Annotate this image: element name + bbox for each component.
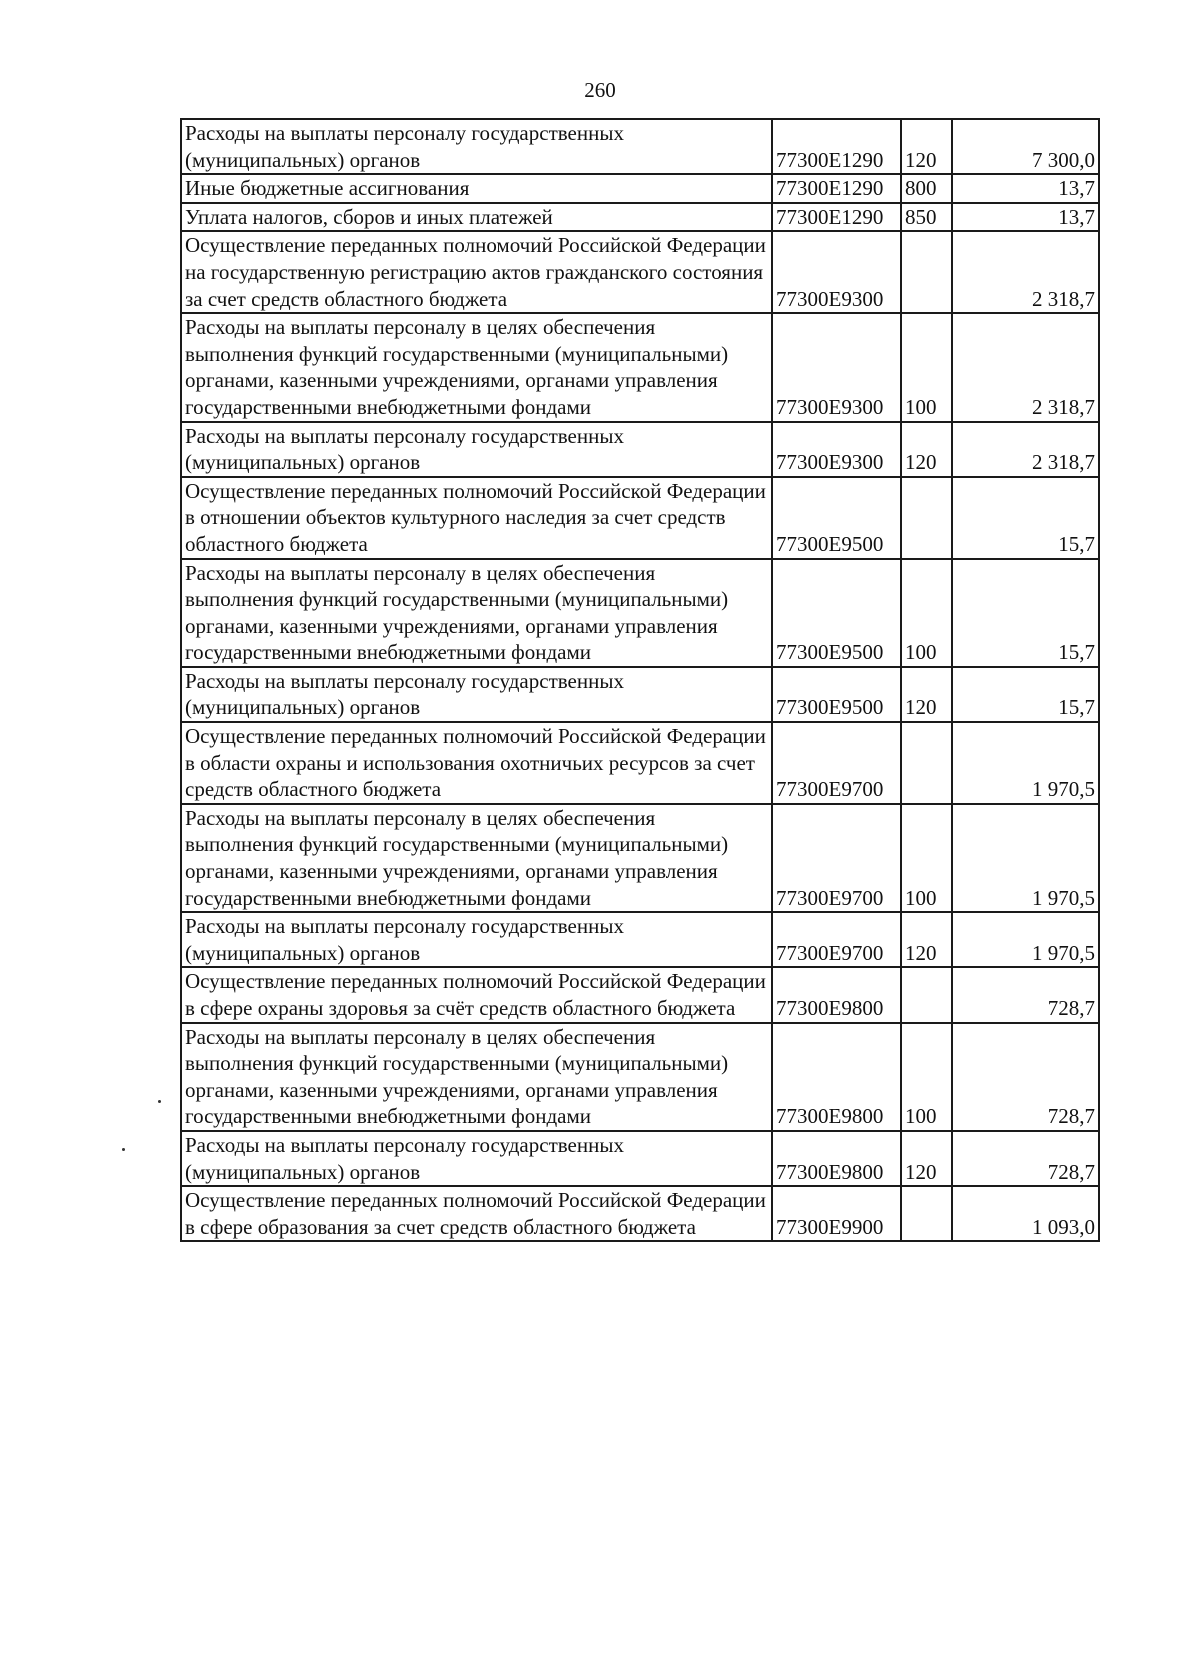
table-row — [181, 422, 1099, 477]
table-row — [181, 1131, 1099, 1186]
row-sum: 1 970,5 — [952, 722, 1099, 804]
row-code: 77300Е9300 — [772, 231, 901, 313]
scan-speck — [122, 1148, 125, 1151]
row-sum: 7 300,0 — [952, 119, 1099, 174]
row-name: Иные бюджетные ассигнования — [181, 174, 772, 203]
row-sum: 1 970,5 — [952, 912, 1099, 967]
row-type: 120 — [901, 1131, 952, 1186]
row-code: 77300Е9300 — [772, 422, 901, 477]
row-type — [901, 1186, 952, 1241]
row-sum: 1 093,0 — [952, 1186, 1099, 1241]
row-sum: 13,7 — [952, 174, 1099, 203]
row-sum: 1 970,5 — [952, 804, 1099, 912]
table-row — [181, 313, 1099, 421]
row-sum: 728,7 — [952, 967, 1099, 1022]
table-row — [181, 119, 1099, 174]
table-row — [181, 203, 1099, 232]
row-sum: 13,7 — [952, 203, 1099, 232]
row-sum: 728,7 — [952, 1023, 1099, 1131]
row-code: 77300Е9300 — [772, 313, 901, 421]
table-row — [181, 912, 1099, 967]
row-type: 100 — [901, 1023, 952, 1131]
row-type — [901, 967, 952, 1022]
row-type: 120 — [901, 422, 952, 477]
row-code: 77300Е9500 — [772, 477, 901, 559]
row-name: Расходы на выплаты персоналу государственных (муниципальных) органов — [181, 912, 772, 967]
row-name: Расходы на выплаты персоналу государственных (муниципальных) органов — [181, 667, 772, 722]
row-name: Расходы на выплаты персоналу в целях обеспечения выполнения функций государственными (муниципальными) органами, казенными учреждениями, органами управления государственными внебюджетными фондами — [181, 313, 772, 421]
scan-speck — [158, 1100, 161, 1103]
row-code: 77300Е9800 — [772, 1023, 901, 1131]
row-sum: 2 318,7 — [952, 422, 1099, 477]
budget-table-body — [181, 119, 1099, 1241]
row-name: Расходы на выплаты персоналу в целях обеспечения выполнения функций государственными (муниципальными) органами, казенными учреждениями, органами управления государственными внебюджетными фондами — [181, 1023, 772, 1131]
row-sum: 2 318,7 — [952, 231, 1099, 313]
row-name: Осуществление переданных полномочий Российской Федерации в сфере охраны здоровья за счёт средств областного бюджета — [181, 967, 772, 1022]
row-name: Осуществление переданных полномочий Российской Федерации в отношении объектов культурного наследия за счет средств областного бюджета — [181, 477, 772, 559]
row-code: 77300Е9800 — [772, 1131, 901, 1186]
table-row — [181, 667, 1099, 722]
row-type: 800 — [901, 174, 952, 203]
budget-table — [180, 118, 1100, 1242]
row-name: Расходы на выплаты персоналу в целях обеспечения выполнения функций государственными (муниципальными) органами, казенными учреждениями, органами управления государственными внебюджетными фондами — [181, 559, 772, 667]
row-code: 77300Е1290 — [772, 174, 901, 203]
row-type: 120 — [901, 119, 952, 174]
table-row — [181, 477, 1099, 559]
table-row — [181, 559, 1099, 667]
row-code: 77300Е1290 — [772, 203, 901, 232]
table-row — [181, 174, 1099, 203]
table-row — [181, 231, 1099, 313]
row-code: 77300Е9700 — [772, 722, 901, 804]
page-number: 260 — [584, 78, 616, 102]
row-name: Расходы на выплаты персоналу государственных (муниципальных) органов — [181, 119, 772, 174]
row-name: Осуществление переданных полномочий Российской Федерации в сфере образования за счет средств областного бюджета — [181, 1186, 772, 1241]
row-code: 77300Е9700 — [772, 912, 901, 967]
row-type — [901, 722, 952, 804]
row-sum: 728,7 — [952, 1131, 1099, 1186]
row-name: Расходы на выплаты персоналу государственных (муниципальных) органов — [181, 422, 772, 477]
row-code: 77300Е9500 — [772, 559, 901, 667]
row-code: 77300Е9500 — [772, 667, 901, 722]
row-type: 120 — [901, 912, 952, 967]
row-sum: 15,7 — [952, 477, 1099, 559]
row-name: Уплата налогов, сборов и иных платежей — [181, 203, 772, 232]
row-name: Расходы на выплаты персоналу государственных (муниципальных) органов — [181, 1131, 772, 1186]
row-name: Расходы на выплаты персоналу в целях обеспечения выполнения функций государственными (муниципальными) органами, казенными учреждениями, органами управления государственными внебюджетными фондами — [181, 804, 772, 912]
row-sum: 15,7 — [952, 559, 1099, 667]
table-row — [181, 722, 1099, 804]
row-code: 77300Е9800 — [772, 967, 901, 1022]
row-type: 100 — [901, 313, 952, 421]
table-row — [181, 967, 1099, 1022]
row-type: 100 — [901, 804, 952, 912]
row-code: 77300Е9900 — [772, 1186, 901, 1241]
row-sum: 2 318,7 — [952, 313, 1099, 421]
row-sum: 15,7 — [952, 667, 1099, 722]
table-row — [181, 1186, 1099, 1241]
row-type: 120 — [901, 667, 952, 722]
row-code: 77300Е9700 — [772, 804, 901, 912]
row-type: 100 — [901, 559, 952, 667]
row-code: 77300Е1290 — [772, 119, 901, 174]
row-type: 850 — [901, 203, 952, 232]
row-name: Осуществление переданных полномочий Российской Федерации в области охраны и использования охотничьих ресурсов за счет средств областного бюджета — [181, 722, 772, 804]
table-row — [181, 804, 1099, 912]
row-type — [901, 231, 952, 313]
table-row — [181, 1023, 1099, 1131]
row-type — [901, 477, 952, 559]
row-name: Осуществление переданных полномочий Российской Федерации на государственную регистрацию актов гражданского состояния за счет средств областного бюджета — [181, 231, 772, 313]
